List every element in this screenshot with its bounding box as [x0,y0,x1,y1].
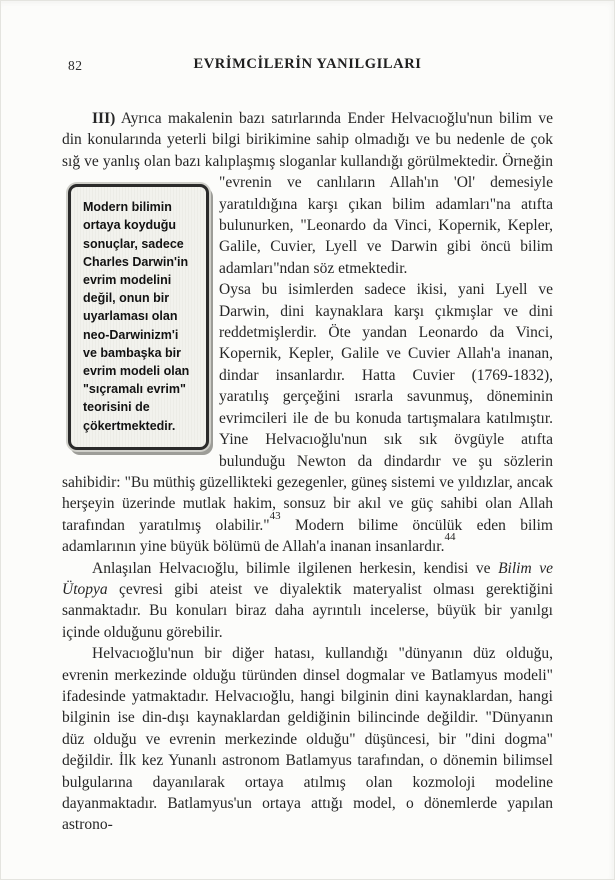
paragraph-oysa-text-a: Oysa bu isimlerden sadece ikisi, yani Lyell ve Darwin, dini kaynaklara karşı çıkmışlar ve dini reddetmişlerdir. Öte yandan Leonardo da Vinci, Kopernik, Kepler, Galile ve Cuvier Allah'a inanan, dindar insanlardır. Hatta Cuvier (1769-1832), yaratılış gerçeğini ısrarla savunmuş, döneminin evrimcileri ile de bu konuda tartışmalara katılmıştır. Yine Helvacıoğlu'nun sık sık övgüyle atıfta bulunduğu Newton da dindardır ve şu sözlerin sahibidir: "Bu müthiş güzellikteki gezegenler, güneş sistemi ve yıldızlar, ancak herşeyin üzerinde mutlak hakim, sonsuz bir akıl ve güç sahibi olan Allah tarafından yaratılmış olabilir." [62,281,553,534]
footnote-ref-43: 43 [269,509,281,522]
paragraph-oysa-text-b: Modern bilime öncülük eden bilim adamlarının yine büyük bölümü de Allah'a inanan insanlardır. [62,516,553,556]
paragraph-iii-text-b: Örneğin "evrenin ve canlıların Allah'ın 'Ol' demesiyle yaratıldığına karşı çıkan bilim adamları"na atıfta bulunurken, "Leonardo da Vinci, Kopernik, Kepler, Galile, Cuvier, Lyell ve Darwin gibi öncü bilim adamları"ndan söz etmektedir. [219,152,553,277]
footnote-ref-44: 44 [444,530,456,543]
journal-name-italic: Bilim ve Ütopya [62,559,554,598]
page-body-text [62,108,553,836]
paragraph-iii-text-a: Ayrıca makalenin bazı satırlarında Ender Helvacıoğlu'nun bilim ve din konularında yeterli bilgi birikimine sahip olmadığı ve bu nedenle de çok sığ ve yanlış olan bazı kalıplaşmış sloganlar kullandığı görülmektedir. [62,110,553,170]
paragraph-anlasilan-text-a: Anlaşılan Helvacıoğlu, bilimle ilgilenen herkesin, kendisi ve [92,559,499,577]
paragraph-helvacioglu: Helvacıoğlu'nun bir diğer hatası, kullandığı "dünyanın düz olduğu, evrenin merkezinde olduğu türünden dinsel dogmalar ve Batlamyus modeli" ifadesinde yatmaktadır. Helvacıoğlu, hangi bilginin dini kaynaklardan, hangi bilginin ise din-dışı kaynaklardan geldiğinin bilincinde değildir. "Dünyanın düz olduğu ve evrenin merkezinde olduğu" düşüncesi, bir "dini dogma" değildir. İlk kez Yunanlı astronom Batlamyus tarafından, o dönemin bilimsel bulgularına dayanılarak ortaya atılmış olan kozmoloji modeline dayanmaktadır. Batlamyus'un ortaya attığı model, o dönemlerde yapılan astrono- [62,645,553,834]
paragraph-anlasilan [62,558,553,644]
pull-quote-box: Modern bilimin ortaya koyduğu sonuçlar, sadece Charles Darwin'in evrim modelini değil, onun bir uyarlaması olan neo-Darwinizm'i ve bambaşka bir evrim modeli olan "sıçramalı evrim" teorisini de çökertmektedir. [68,184,209,450]
paragraph-iii-lead: III) [92,110,116,127]
page-number: 82 [68,58,83,73]
paragraph-anlasilan-text-b: çevresi gibi ateist ve diyalektik materyalist olması gerektiğini sanmaktadır. Bu konuları biraz daha ayrıntılı incelerse, büyük bir yanılgı içinde olduğunu görebilir. [62,580,553,641]
running-title: EVRİMCİLERİN YANILGILARI [193,56,422,72]
page-header [62,56,553,73]
